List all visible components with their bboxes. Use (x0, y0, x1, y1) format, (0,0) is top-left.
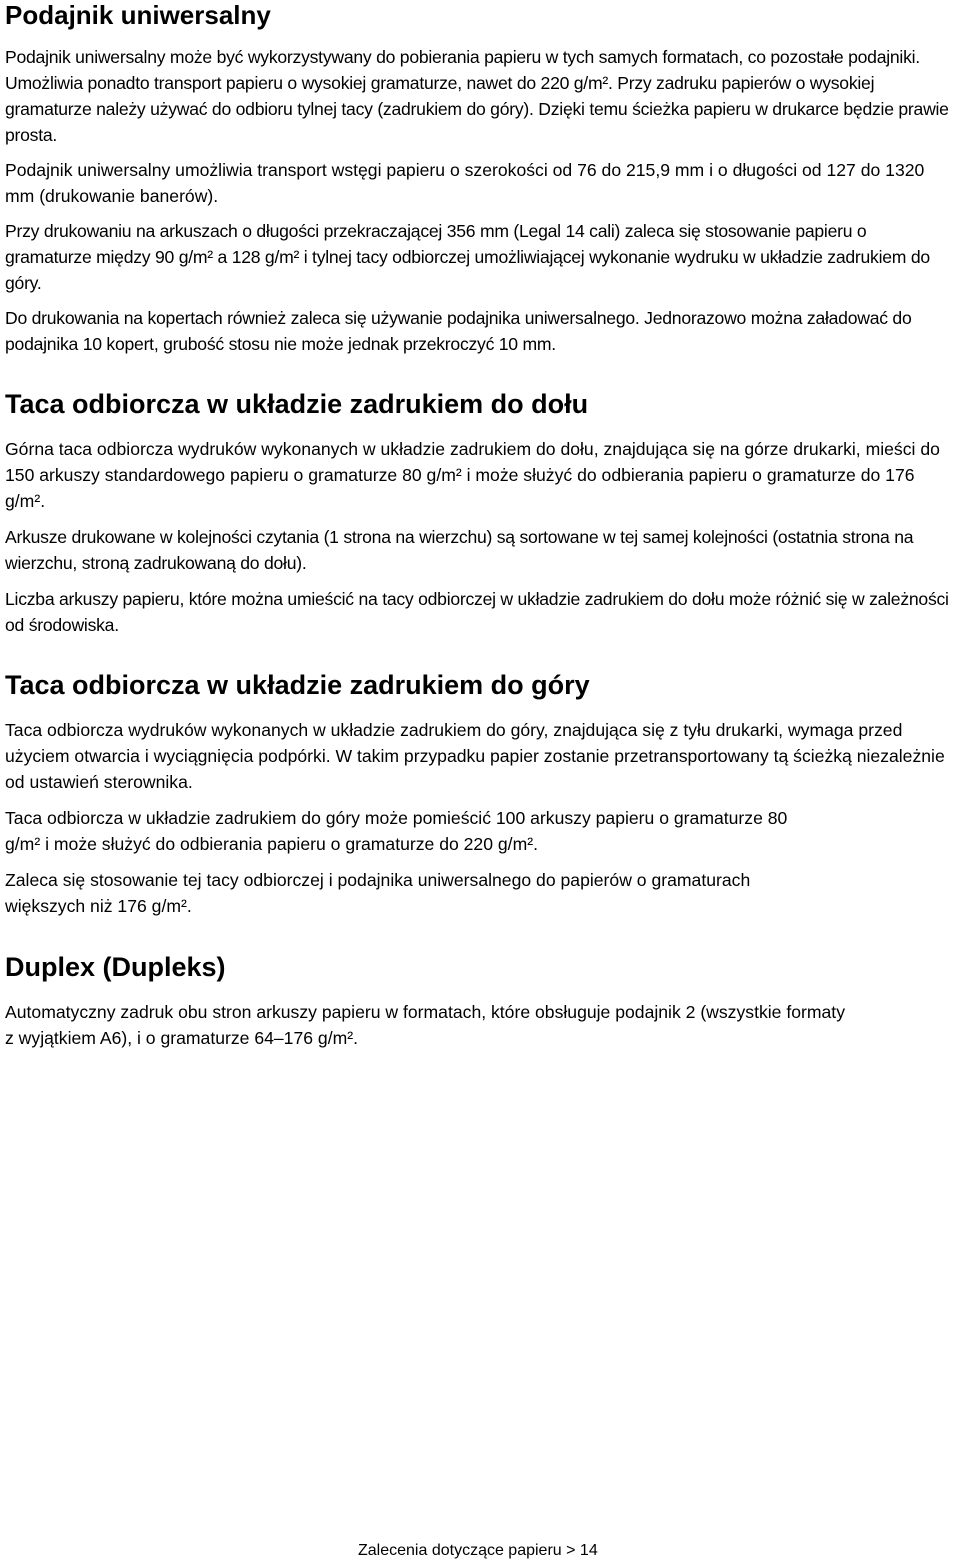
document-page (5, 0, 955, 1051)
section-heading-podajnik-uniwersalny: Podajnik uniwersalny (5, 0, 271, 30)
paragraph: Przy drukowaniu na arkuszach o długości przekraczającej 356 mm (Legal 14 cali) zaleca się stosowanie papieru o gramaturze między 90 g/m² a 128 g/m² i tylnej tacy odbiorczej umożliwiającej wykonanie wydruku w układzie zadrukiem do góry. (5, 221, 930, 293)
page-footer: Zalecenia dotyczące papieru > 14 (358, 1542, 598, 1559)
section-heading-duplex: Duplex (Dupleks) (5, 952, 226, 982)
paragraph: Górna taca odbiorcza wydruków wykonanych w układzie zadrukiem do dołu, znajdująca się na górze drukarki, mieści do 150 arkuszy standardowego papieru o gramaturze 80 g/m² i może służyć do odbierania papieru o gramaturze do 176 g/m². (5, 439, 940, 511)
paragraph: Zaleca się stosowanie tej tacy odbiorczej i podajnika uniwersalnego do papierów o gramaturach większych niż 176 g/m². (5, 870, 751, 916)
section-heading-zadrukiem-do-gory: Taca odbiorcza w układzie zadrukiem do góry (5, 670, 590, 700)
paragraph: Podajnik uniwersalny może być wykorzystywany do pobierania papieru w tych samych formatach, co pozostałe podajniki. Umożliwia ponadto transport papieru o wysokiej gramaturze, nawet do 220 g/m². Przy zadruku papierów o wysokiej gramaturze należy używać do odbioru tylnej tacy (zadrukiem do góry). Dzięki temu ścieżka papieru w drukarce będzie prawie prosta. (5, 47, 949, 145)
paragraph: Taca odbiorcza w układzie zadrukiem do góry może pomieścić 100 arkuszy papieru o gramaturze 80 g/m² i może służyć do odbierania papieru o gramaturze do 220 g/m². (5, 808, 788, 854)
paragraph: Liczba arkuszy papieru, które można umieścić na tacy odbiorczej w układzie zadrukiem do dołu może różnić się w zależności od środowiska. (5, 589, 949, 635)
paragraph: Do drukowania na kopertach również zaleca się używanie podajnika uniwersalnego. Jednorazowo można załadować do podajnika 10 kopert, grubość stosu nie może jednak przekroczyć 10 mm. (5, 308, 912, 354)
paragraph: Automatyczny zadruk obu stron arkuszy papieru w formatach, które obsługuje podajnik 2 (wszystkie formaty z wyjątkiem A6), i o gramaturze 64–176 g/m². (5, 1002, 845, 1048)
paragraph: Taca odbiorcza wydruków wykonanych w układzie zadrukiem do góry, znajdująca się z tyłu drukarki, wymaga przed użyciem otwarcia i wyciągnięcia podpórki. W takim przypadku papier zostanie przetransportowany tą ścieżką niezależnie od ustawień sterownika. (5, 720, 945, 792)
paragraph: Podajnik uniwersalny umożliwia transport wstęgi papieru o szerokości od 76 do 215,9 mm i o długości od 127 do 1320 mm (drukowanie banerów). (5, 160, 925, 206)
paragraph: Arkusze drukowane w kolejności czytania (1 strona na wierzchu) są sortowane w tej samej kolejności (ostatnia strona na wierzchu, stroną zadrukowaną do dołu). (5, 527, 914, 573)
section-heading-zadrukiem-do-dolu: Taca odbiorcza w układzie zadrukiem do dołu (5, 389, 589, 419)
